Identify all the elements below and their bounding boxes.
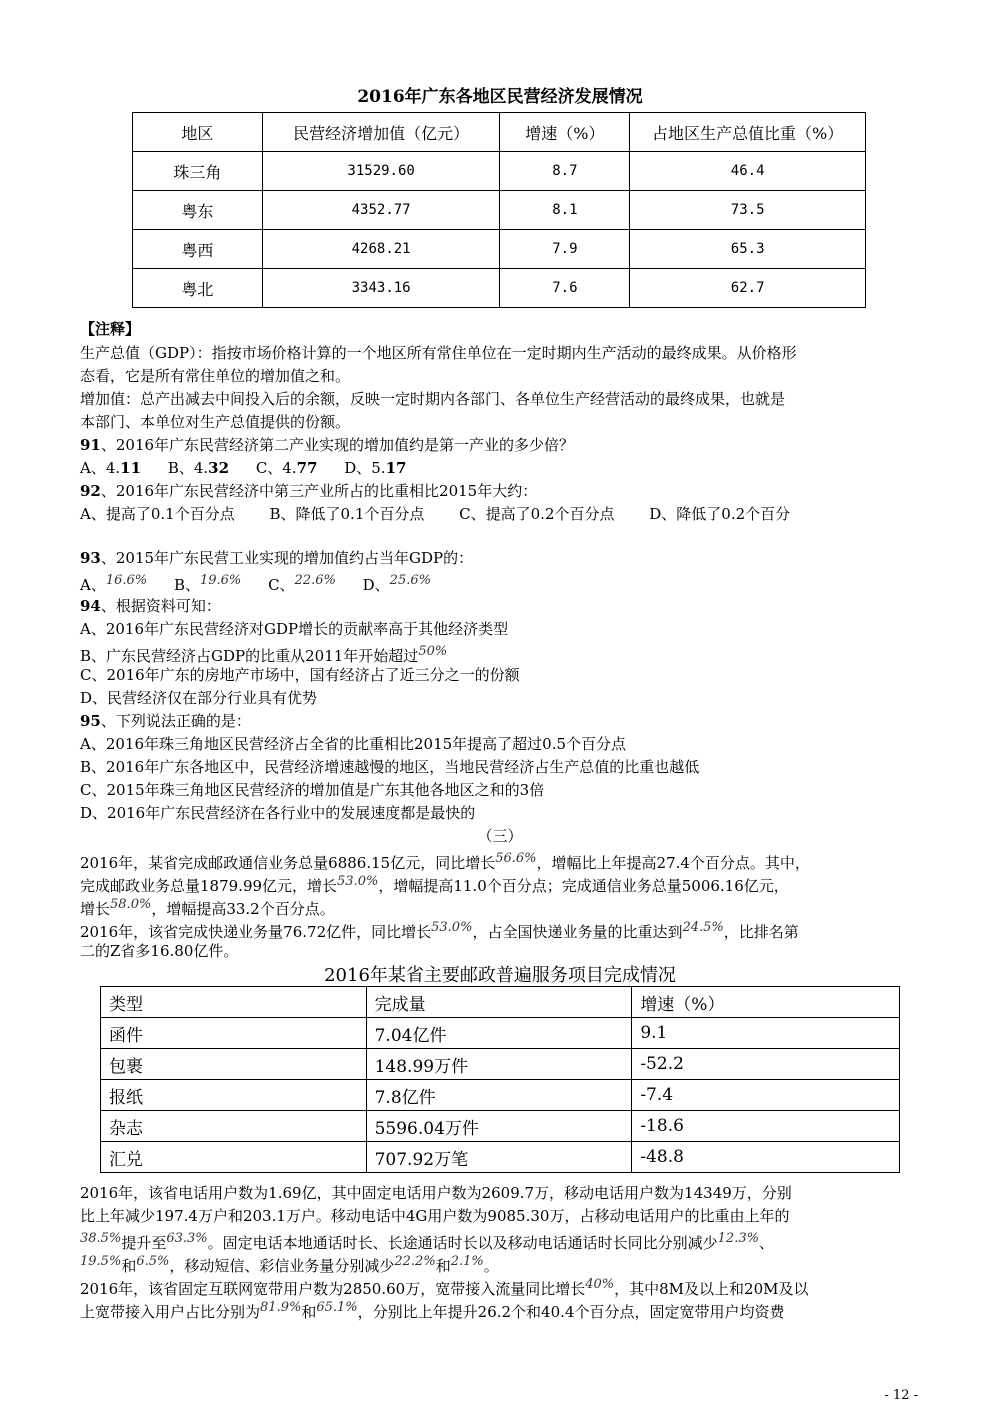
- question-number: 94: [80, 597, 101, 615]
- table-row: [133, 191, 866, 230]
- postal-services-table: [100, 986, 900, 1173]
- option-d[interactable]: D、2016年广东民营经济在各行业中的发展速度都是最快的: [80, 804, 476, 822]
- header-cell: 完成量: [366, 987, 632, 1018]
- option-c[interactable]: C、提高了0.2个百分点: [459, 505, 615, 523]
- table-row: [101, 1111, 900, 1142]
- value-cell: 3343.16: [262, 269, 500, 308]
- question-91: [80, 434, 574, 456]
- table-header-row: [133, 113, 866, 152]
- table-row: [101, 1049, 900, 1080]
- amount-cell: 5596.04万件: [366, 1111, 632, 1142]
- amount-cell: 707.92万笔: [366, 1142, 632, 1173]
- note-gdp-line1: 生产总值（GDP）：指按市场价格计算的一个地区所有常住单位在一定时期内生产活动的最终成果。从价格形: [80, 344, 797, 362]
- question-number: 92: [80, 482, 101, 500]
- type-cell: 报纸: [101, 1080, 367, 1111]
- phone-para-line4: 19.5%和6.5%，移动短信、彩信业务量分别减少22.2%和2.1%。: [80, 1254, 499, 1275]
- value-cell: 4268.21: [262, 230, 500, 269]
- growth-cell: 8.7: [500, 152, 630, 191]
- section3-para1-line2: 完成邮政业务总量1879.99亿元，增长53.0%，增幅提高11.0个百分点；完成通信业务总量5006.16亿元，: [80, 874, 789, 895]
- share-cell: 46.4: [630, 152, 866, 191]
- option-b[interactable]: B、降低了0.1个百分点: [269, 505, 425, 523]
- amount-cell: 7.8亿件: [366, 1080, 632, 1111]
- type-cell: 杂志: [101, 1111, 367, 1142]
- option-a[interactable]: A、4.11: [80, 459, 142, 477]
- option-b[interactable]: B、2016年广东各地区中，民营经济增速越慢的地区，当地民营经济占生产总值的比重也越低: [80, 758, 700, 776]
- net-para-line1: 2016年，该省固定互联网宽带用户数为2850.60万，宽带接入流量同比增长40%，其中8M及以上和20M及以: [80, 1277, 809, 1298]
- growth-cell: -7.4: [632, 1080, 900, 1111]
- type-cell: 汇兑: [101, 1142, 367, 1173]
- phone-para-line1: 2016年，该省电话用户数为1.69亿，其中固定电话用户数为2609.7万，移动电话用户数为14349万，分别: [80, 1184, 792, 1202]
- region-cell: 粤西: [133, 230, 263, 269]
- table-row: [133, 269, 866, 308]
- question-number: 93: [80, 549, 101, 567]
- regional-economy-table: [132, 112, 866, 308]
- question-text: 、根据资料可知：: [100, 597, 221, 615]
- option-a[interactable]: A、2016年珠三角地区民营经济占全省的比重相比2015年提高了超过0.5个百分点: [80, 735, 627, 753]
- region-cell: 粤东: [133, 191, 263, 230]
- option-a[interactable]: A、16.6%: [80, 573, 148, 594]
- option-a[interactable]: A、2016年广东民营经济对GDP增长的贡献率高于其他经济类型: [80, 620, 509, 638]
- header-cell: 地区: [133, 113, 263, 152]
- option-d[interactable]: D、25.6%: [362, 573, 431, 594]
- note-va-line1: 增加值：总产出减去中间投入后的余额，反映一定时期内各部门、各单位生产经营活动的最终成果，也就是: [80, 390, 786, 408]
- option-d[interactable]: D、5.17: [344, 459, 407, 477]
- question-number: 95: [80, 712, 101, 730]
- option-c[interactable]: C、2015年珠三角地区民营经济的增加值是广东其他各地区之和的3倍: [80, 781, 545, 799]
- question-94: [80, 595, 221, 617]
- section-heading: （三）: [477, 827, 523, 845]
- option-c[interactable]: C、2016年广东的房地产市场中，国有经济占了近三分之一的份额: [80, 666, 520, 684]
- header-cell: 增速（%）: [632, 987, 900, 1018]
- option-c[interactable]: C、4.77: [255, 459, 318, 477]
- phone-para-line3: 38.5%提升至63.3%。固定电话本地通话时长、长途通话时长以及移动电话通话时长同比分别减少12.3%、: [80, 1231, 774, 1252]
- share-cell: 65.3: [630, 230, 866, 269]
- note-va-line2: 本部门、本单位对生产总值提供的份额。: [80, 413, 351, 431]
- question-text: 、2015年广东民营工业实现的增加值约占当年GDP的：: [100, 549, 474, 567]
- table-header-row: [101, 987, 900, 1018]
- region-cell: 珠三角: [133, 152, 263, 191]
- amount-cell: 7.04亿件: [366, 1018, 632, 1049]
- table-row: [101, 1142, 900, 1173]
- type-cell: 包裹: [101, 1049, 367, 1080]
- growth-cell: 9.1: [632, 1018, 900, 1049]
- table1-title: 2016年广东各地区民营经济发展情况: [357, 87, 643, 107]
- table-row: [101, 1018, 900, 1049]
- option-a[interactable]: A、提高了0.1个百分点: [80, 505, 235, 523]
- option-d[interactable]: D、降低了0.2个百分: [649, 505, 791, 523]
- growth-cell: -52.2: [632, 1049, 900, 1080]
- question-93-options: [80, 570, 453, 596]
- growth-cell: 7.6: [500, 269, 630, 308]
- share-cell: 62.7: [630, 269, 866, 308]
- table2-title: 2016年某省主要邮政普遍服务项目完成情况: [324, 965, 676, 986]
- option-b[interactable]: B、19.6%: [173, 573, 242, 594]
- growth-cell: 7.9: [500, 230, 630, 269]
- table-row: [133, 152, 866, 191]
- note-gdp-line2: 态看，它是所有常住单位的增加值之和。: [80, 367, 351, 385]
- question-text: 、2016年广东民营经济中第三产业所占的比重相比2015年大约：: [100, 482, 538, 500]
- header-cell: 增速（%）: [500, 113, 630, 152]
- question-91-options: [80, 457, 428, 479]
- table-row: [133, 230, 866, 269]
- option-d[interactable]: D、民营经济仅在部分行业具有优势: [80, 689, 318, 707]
- question-92-options: [80, 503, 790, 525]
- type-cell: 函件: [101, 1018, 367, 1049]
- page-number: - 12 -: [884, 1388, 918, 1403]
- growth-cell: -48.8: [632, 1142, 900, 1173]
- growth-cell: -18.6: [632, 1111, 900, 1142]
- value-cell: 4352.77: [262, 191, 500, 230]
- section3-para2-line1: 2016年，该省完成快递业务量76.72亿件，同比增长53.0%，占全国快递业务量的比重达到24.5%，比排名第: [80, 920, 799, 941]
- share-cell: 73.5: [630, 191, 866, 230]
- question-92: [80, 480, 537, 502]
- question-text: 、2016年广东民营经济第二产业实现的增加值约是第一产业的多少倍？: [100, 436, 575, 454]
- option-b[interactable]: B、广东民营经济占GDP的比重从2011年开始超过50%: [80, 644, 448, 665]
- header-cell: 占地区生产总值比重（%）: [630, 113, 866, 152]
- header-cell: 民营经济增加值（亿元）: [262, 113, 500, 152]
- table-row: [101, 1080, 900, 1111]
- question-number: 91: [80, 436, 101, 454]
- question-95: [80, 710, 251, 732]
- header-cell: 类型: [101, 987, 367, 1018]
- phone-para-line2: 比上年减少197.4万户和203.1万户。移动电话中4G用户数为9085.30万，占移动电话用户的比重由上年的: [80, 1207, 790, 1225]
- growth-cell: 8.1: [500, 191, 630, 230]
- option-c[interactable]: C、22.6%: [268, 573, 336, 594]
- section3-para1-line3: 增长58.0%，增幅提高33.2个百分点。: [80, 897, 335, 918]
- option-b[interactable]: B、4.32: [167, 459, 230, 477]
- section3-para2-line2: 二的Z省多16.80亿件。: [80, 942, 239, 960]
- amount-cell: 148.99万件: [366, 1049, 632, 1080]
- section3-para1-line1: 2016年，某省完成邮政通信业务总量6886.15亿元，同比增长56.6%，增幅比上年提高27.4个百分点。其中，: [80, 851, 810, 872]
- net-para-line2: 上宽带接入用户占比分别为81.9%和65.1%，分别比上年提升26.2个和40.4个百分点，固定宽带用户均资费: [80, 1300, 785, 1321]
- value-cell: 31529.60: [262, 152, 500, 191]
- region-cell: 粤北: [133, 269, 263, 308]
- notes-heading: 【注释】: [80, 320, 141, 338]
- question-text: 、下列说法正确的是：: [100, 712, 251, 730]
- question-93: [80, 547, 473, 569]
